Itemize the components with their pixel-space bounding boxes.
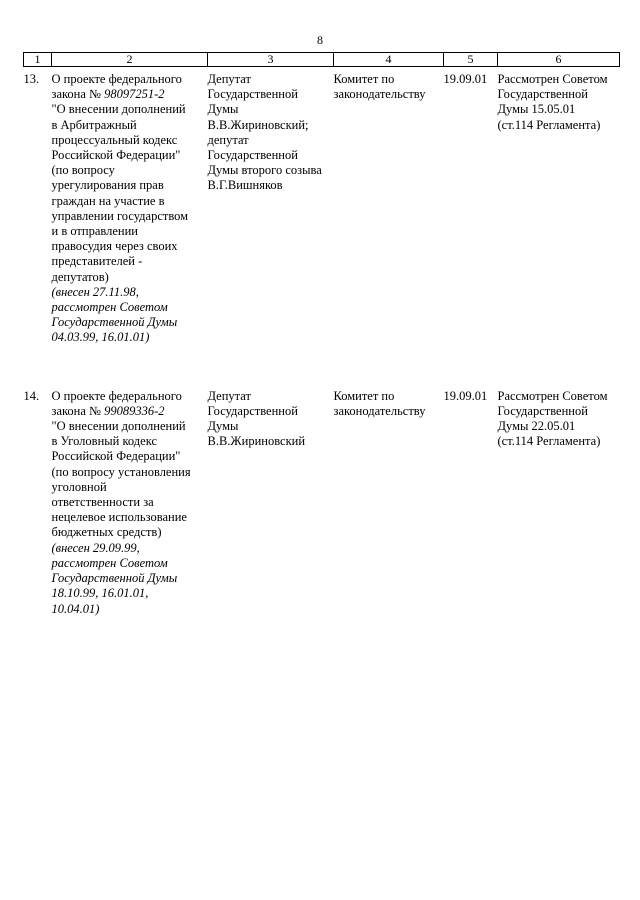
table-header [24,53,620,67]
status-line: (ст.114 Регламента) [497,117,601,132]
status-line: Государственной [497,403,588,418]
bill-note-line: (внесен 29.09.99, [51,540,140,555]
date-cell: 19.09.01 [443,72,488,86]
author-cell [208,384,334,617]
status-line: (ст.114 Регламента) [497,434,601,449]
bill-title-line: Российской Федерации" [51,449,181,464]
bill-title-line: урегулирования прав [51,178,164,193]
bill-note-line: рассмотрен Советом [51,300,168,315]
bill-number-prefix: закона № [51,403,105,418]
committee-line: законодательству [333,87,426,102]
bill-title-line: О проекте федерального [51,388,182,403]
bill-note-line: 18.10.99, 16.01.01, [51,586,149,601]
bill-title-line: (по вопросу [51,163,115,178]
committee-line: Комитет по [333,72,395,86]
bill-number: 99089336-2 [104,403,165,418]
bill-title-line: процессуальный кодекс [51,132,178,147]
bill-number: 98097251-2 [104,87,165,102]
author-cell [208,67,334,346]
bill-title-line: депутатов) [51,269,109,284]
author-line: Думы [207,102,239,117]
bill-title-line: нецелевое использование [51,510,187,525]
author-line: Государственной [207,403,298,418]
bill-title-line: уголовной [51,479,107,494]
author-line: Думы [207,419,239,434]
column-header-2: 2 [52,53,208,67]
bill-note-line: Государственной Думы [51,315,178,330]
table-row [24,67,620,346]
author-line: Депутат [207,388,251,403]
author-line: Депутат [207,72,251,86]
author-line: депутат [207,132,249,147]
bill-title-line: управлении государством [51,208,189,223]
bill-title-line: бюджетных средств) [51,525,162,540]
bill-number-line [52,404,208,419]
bills-table [23,52,620,617]
bill-note-line: 04.03.99, 16.01.01) [51,330,150,345]
table-row [24,384,620,617]
author-line: Государственной [207,87,298,102]
bill-title-cell [52,67,208,346]
committee-line: законодательству [333,403,426,418]
column-header-5: 5 [444,53,498,67]
bill-title-line: ответственности за [51,495,154,510]
bill-title-line: (по вопросу установления [51,464,191,479]
bill-number-prefix: закона № [51,87,105,102]
bill-title-line: О проекте федерального [51,72,182,86]
bill-title-line: представителей - [51,254,143,269]
status-line: Государственной [497,87,588,102]
committee-cell [334,67,444,346]
row-number: 14. [23,388,40,403]
column-header-3: 3 [208,53,334,67]
bill-title-line: и в отправлении [51,224,138,239]
author-line: В.В.Жириновский [207,434,306,449]
bill-title-line: граждан на участие в [51,193,165,208]
committee-cell [334,384,444,617]
author-line: Государственной [207,148,298,163]
bill-title-line: в Уголовный кодекс [51,434,158,449]
author-line: Думы второго созыва [207,163,322,178]
date-cell: 19.09.01 [443,388,488,403]
bill-note-line: рассмотрен Советом [51,555,168,570]
bill-title-line: "О внесении дополнений [51,419,186,434]
bill-note-line: 10.04.01) [51,601,100,616]
status-cell [498,67,620,346]
bill-title-line: правосудия через своих [51,239,178,254]
committee-line: Комитет по [333,388,395,403]
bill-title-line: в Арбитражный [51,117,137,132]
bill-number-line [52,87,208,102]
author-line: В.В.Жириновский; [207,117,309,132]
bill-title-cell [52,384,208,617]
status-line: Думы 15.05.01 [497,102,576,117]
status-line: Думы 22.05.01 [497,419,576,434]
status-cell [498,384,620,617]
bill-note-line: Государственной Думы [51,571,178,586]
bill-note-line: (внесен 27.11.98, [51,284,139,299]
column-header-1: 1 [24,53,52,67]
row-number: 13. [23,72,40,86]
bill-title-line: Российской Федерации" [51,148,181,163]
column-header-6: 6 [498,53,620,67]
page-number: 8 [317,33,323,47]
status-line: Рассмотрен Советом [497,388,608,403]
column-header-4: 4 [334,53,444,67]
status-line: Рассмотрен Советом [497,72,608,86]
bill-title-line: "О внесении дополнений [51,102,186,117]
row-spacer [24,346,620,384]
author-line: В.Г.Вишняков [207,178,283,193]
